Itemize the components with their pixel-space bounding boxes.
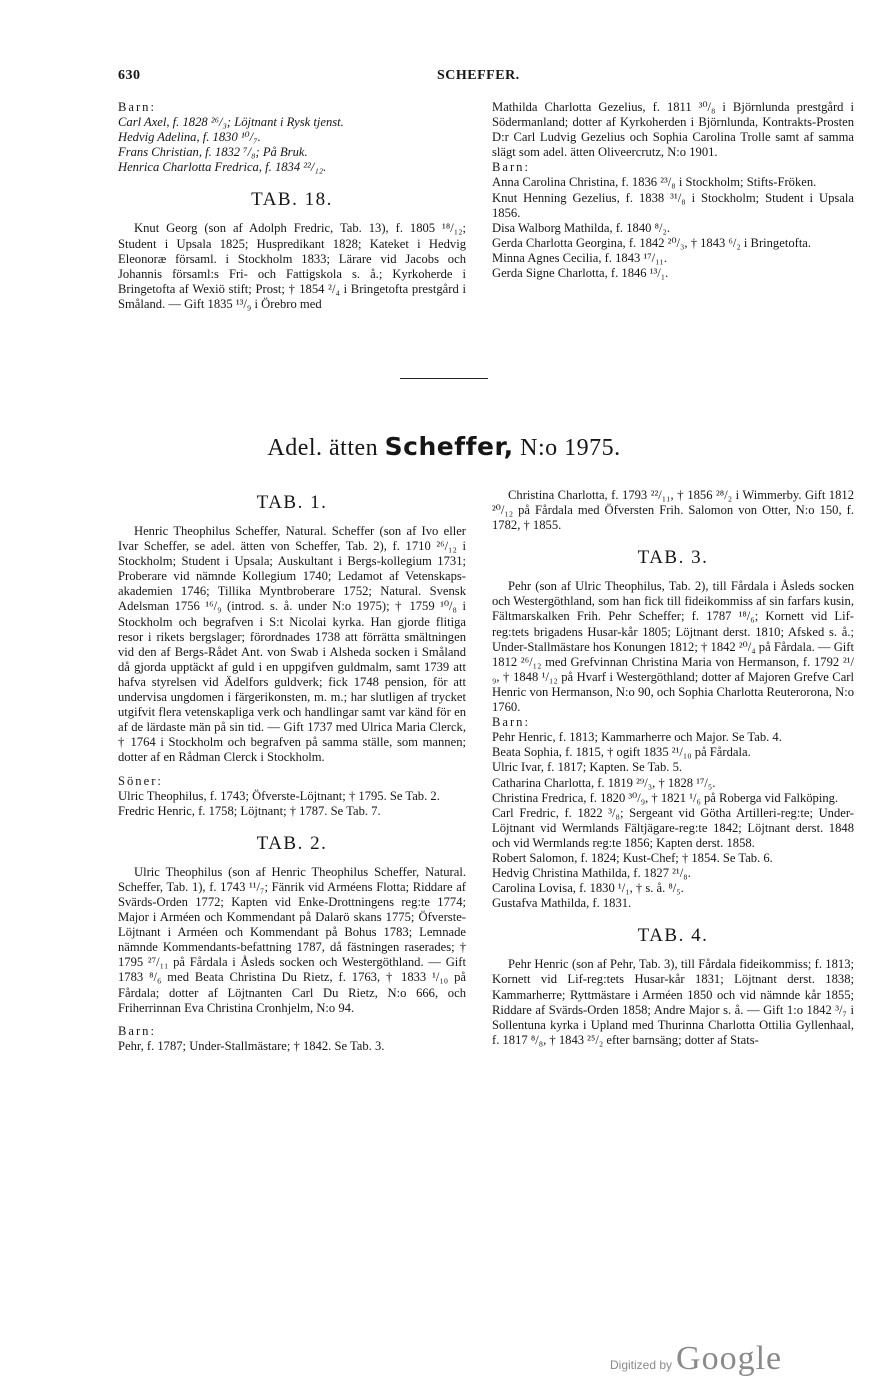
running-title: SCHEFFER. bbox=[437, 68, 520, 83]
house-title-number: N:o 1975. bbox=[520, 435, 621, 461]
barn-label: Barn: bbox=[492, 160, 530, 175]
digitized-by-google-watermark bbox=[610, 1340, 782, 1378]
list-item: Knut Henning Gezelius, f. 1838 ³¹/₈ i Stockholm; Student i Upsala 1856. bbox=[492, 190, 854, 220]
section-heading-tab-2: TAB. 2. bbox=[256, 832, 328, 854]
list-item: Hedvig Adelina, f. 1830 ¹⁰/₇. bbox=[118, 130, 261, 145]
list-item: Ulric Theophilus, f. 1743; Öfverste-Löjtnant; † 1795. Se Tab. 2. bbox=[118, 788, 440, 803]
list-item: Anna Carolina Christina, f. 1836 ²³/₈ i Stockholm; Stifts-Fröken. bbox=[492, 175, 817, 190]
list-item: Pehr Henric, f. 1813; Kammarherre och Major. Se Tab. 4. bbox=[492, 730, 782, 745]
top-right-column bbox=[492, 100, 854, 281]
soner-label: Söner: bbox=[118, 773, 163, 788]
bottom-left-column bbox=[118, 478, 466, 1054]
entry-paragraph: Knut Georg (son af Adolph Fredric, Tab. 13), f. 1805 ¹⁸/₁₂; Student i Upsala 1825; Huspredikant 1828; Kateket i Hedvig Eleonoræ församl. i Stockholm 1833; Lärare vid Jacobs och Johannis församl:s Fri- och Fattigskola s. å.; Kyrkoherde i Bringetofta af Wexiö stift; Prost; † 1854 ²/₄ i Bringetofta prestgård i Småland. — Gift 1835 ¹³/₉ i Örebro med bbox=[118, 221, 466, 311]
google-logo: Google bbox=[676, 1340, 783, 1377]
list-item: Henrica Charlotta Fredrica, f. 1834 ²²/₁₂. bbox=[118, 160, 327, 175]
list-item: Robert Salomon, f. 1824; Kust-Chef; † 1854. Se Tab. 6. bbox=[492, 850, 773, 865]
section-heading-tab-18: TAB. 18. bbox=[251, 189, 333, 211]
list-item: Frans Christian, f. 1832 ⁷/₈; På Bruk. bbox=[118, 145, 308, 160]
entry-paragraph: Pehr Henric (son af Pehr, Tab. 3), till Fårdala fideikommiss; f. 1813; Kornett vid Lif-reg:tets Husar-kår 1831; Löjtnant derst. 1838; Kammarherre; Ryttmästare i Arméen 1850 och vid nämnde kår 1855; Riddare af Svärds-Orden 1858; Andre Major s. å. — Gift 1:o 1842 ³/₇ i Sollentuna kyrka i Upland med Thurinna Charlotta Ottilia Gyllenhaal, f. 1817 ⁸/₈, † 1843 ²⁵/₂ efter barnsäng; dotter af Stats- bbox=[492, 957, 854, 1047]
section-divider bbox=[400, 378, 488, 379]
list-item: Carolina Lovisa, f. 1830 ¹/₁, † s. å. ⁸/₅. bbox=[492, 881, 684, 896]
barn-label: Barn: bbox=[492, 715, 530, 730]
list-item: Christina Fredrica, f. 1820 ³⁰/₉, † 1821 ¹/₆ på Roberga vid Falköping. bbox=[492, 790, 839, 805]
list-item: Ulric Ivar, f. 1817; Kapten. Se Tab. 5. bbox=[492, 760, 683, 775]
entry-paragraph: Mathilda Charlotta Gezelius, f. 1811 ³⁰/₈ i Björnlunda prestgård i Södermanland; dotter af Kyrkoherden i Björnlunda, Kontrakts-Prosten D:r Carl Ludvig Gezelius och Sophia Carolina Trolle samt af samma slägt som adel. ätten Oliveercrutz, N:o 1901. bbox=[492, 100, 854, 160]
list-item: Fredric Henric, f. 1758; Löjtnant; † 1787. Se Tab. 7. bbox=[118, 803, 381, 818]
section-heading-tab-4: TAB. 4. bbox=[637, 925, 709, 947]
section-heading-tab-1: TAB. 1. bbox=[256, 492, 328, 513]
list-item: Minna Agnes Cecilia, f. 1843 ¹⁷/₁₁. bbox=[492, 250, 668, 265]
list-item: Carl Fredric, f. 1822 ³/₈; Sergeant vid Götha Artilleri-reg:te; Under-Löjtnant vid Wermlands Fältjägare-reg:te 1842; Löjtnant derst. 1848 och vid Wermlands reg:te 1856; Kapten derst. 1858. bbox=[492, 805, 854, 850]
bottom-right-column bbox=[492, 488, 854, 1048]
list-item: Carl Axel, f. 1828 ²⁶/₃; Löjtnant i Rysk tjenst. bbox=[118, 115, 344, 130]
entry-paragraph: Pehr (son af Ulric Theophilus, Tab. 2), till Fårdala i Åsleds socken och Westergöthland, som han fick till fideikommiss af sin farfars kusin, Fältmarskalken Frih. Pehr Scheffer; f. 1787 ¹⁸/₆; Kornett vid Lif-reg:tets brigadens Husar-kår 1805; Löjtnant derst. 1810; Afsked s. å.; Under-Stallmästare hos Konungen 1812; † 1842 ²⁰/₄ på Fårdala. — Gift 1812 ²⁶/₁₂ med Grefvinnan Christina Maria von Hermanson, f. 1792 ²¹/₉, † 1848 ¹/₁₂ på Hvarf i Westergöthland; dotter af Majoren Grefve Carl Henric von Hermanson, N:o 90, och Sophia Charlotta Reuterorona, N:o 1760. bbox=[492, 579, 854, 715]
top-left-column bbox=[118, 100, 466, 312]
house-title bbox=[0, 432, 888, 462]
barn-label: Barn: bbox=[118, 1023, 156, 1038]
list-item: Beata Sophia, f. 1815, † ogift 1835 ²¹/₁₀ på Fårdala. bbox=[492, 745, 751, 760]
list-item: Gerda Signe Charlotta, f. 1846 ¹³/₁. bbox=[492, 266, 669, 281]
digitized-label: Digitized by bbox=[610, 1358, 673, 1372]
entry-paragraph: Ulric Theophilus (son af Henric Theophilus Scheffer, Natural. Scheffer, Tab. 1), f. 1743 ¹¹/₇; Fänrik vid Arméens Flotta; Riddare af Svärds-Orden 1772; Kapten vid Enke-Drottningens reg:te 1774; Major i Arméen och Kommendant på Dalarö skans 1775; Öfverste-Löjtnant i Arméen och Kommendant på Bohus 1783; Lemnade nämnde Kommendants-befattning 1787, då fästningen raserades; † 1795 ²⁷/₁₁ på Fårdala i Åsleds socken och Westergöthland. — Gift 1783 ⁸/₆ med Beata Christina Du Rietz, f. 1763, † 1833 ¹/₁₀ på Fårdala; dotter af Löjtnanten Carl Du Rietz, N:o 666, och Friherrinnan Eva Christina Cronhjelm, N:o 94. bbox=[118, 864, 466, 1015]
list-item: Disa Walborg Mathilda, f. 1840 ⁸/₂. bbox=[492, 220, 670, 235]
entry-paragraph: Christina Charlotta, f. 1793 ²²/₁₁, † 1856 ²⁸/₂ i Wimmerby. Gift 1812 ²⁰/₁₂ på Fårdala med Öfversten Frih. Salomon von Otter, N:o 150, f. 1782, † 1855. bbox=[492, 488, 854, 533]
barn-label: Barn: bbox=[118, 100, 156, 114]
house-title-prefix: Adel. ätten bbox=[267, 435, 379, 461]
house-title-family: Scheffer, bbox=[384, 432, 514, 461]
list-item: Hedvig Christina Mathilda, f. 1827 ²¹/₈. bbox=[492, 866, 691, 881]
section-heading-tab-3: TAB. 3. bbox=[637, 547, 709, 569]
list-item: Pehr, f. 1787; Under-Stallmästare; † 1842. Se Tab. 3. bbox=[118, 1038, 385, 1053]
list-item: Catharina Charlotta, f. 1819 ²⁹/₃, † 1828 ¹⁷/₅. bbox=[492, 775, 716, 790]
list-item: Gustafva Mathilda, f. 1831. bbox=[492, 896, 632, 911]
entry-paragraph: Henric Theophilus Scheffer, Natural. Scheffer (son af Ivo eller Ivar Scheffer, se adel. ätten von Scheffer, Tab. 2), f. 1710 ²⁶/₁₂ i Stockholm; Student i Upsala; Auskultant i Bergs-kollegium 1731; Proberare vid nämnde Kollegium 1740; Ledamot af Vetenskaps-akademien 1746; Tillika Myntbroberare 1752; Natural. Svensk Adelsman 1756 ¹⁶/₉ (introd. s. å. under N:o 1975); † 1759 ¹⁰/₈ i Stockholm och begrafven i S:t Nicolai kyrka. Han gjorde flitiga resor i rikets bergslager; förordnades 1738 att förrätta smältningen vid den af Bergs-Rådet Ant. von Swab i Alsheda socken i Småland då gjorda upptäckt af guld i en uppgifven guldmalm, samt 1739 att hafva styrelsen vid Ädelfors guldverk; fick 1748 pension, för att undervisa ungdomen i färgerikonsten, m. m.; har slutligen af trycket utgifvit flera vetenskapliga verk och handlingar samt var känd för en af de lärdaste män på sin tid. — Gift 1737 med Ulrica Maria Clerck, † 1764 i Stockholm och begrafven på samma ställe, som mannen; dotter af en Rådman Clerck i Stockholm. bbox=[118, 524, 466, 765]
page-number: 630 bbox=[118, 68, 141, 83]
list-item: Gerda Charlotta Georgina, f. 1842 ²⁰/₃, † 1843 ⁶/₂ i Bringetofta. bbox=[492, 235, 812, 250]
